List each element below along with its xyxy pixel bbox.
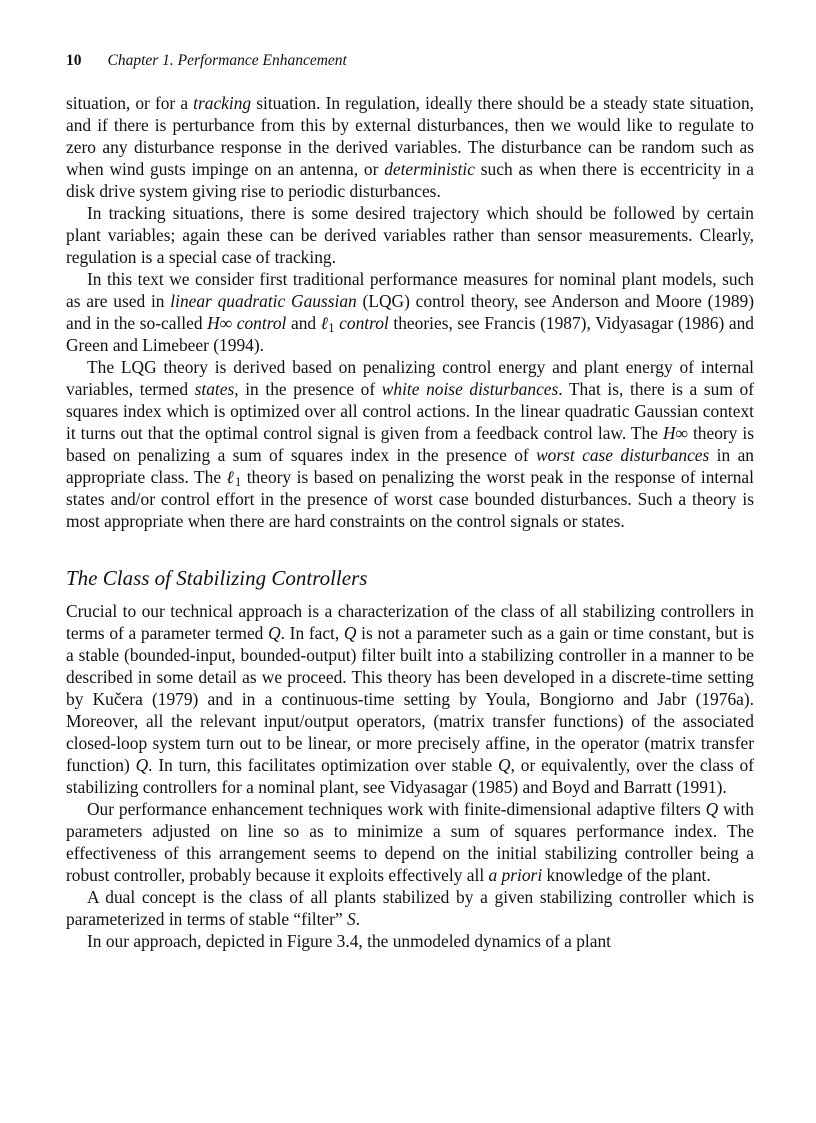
math-h-infinity: H∞	[207, 313, 233, 333]
text-run: such as when there is eccentricity in a disk drive system giving rise to periodic disturbances.	[66, 159, 754, 201]
text-run: situation, or for a	[66, 93, 194, 113]
math-l1	[320, 313, 335, 336]
text-run: in an appropriate class. The	[66, 445, 755, 487]
text-run: . That is, there is a sum of squares index which is optimized over all control actions. In the linear quadratic Gaussian context it turns out that the optimal control signal is given from a feedback control law. The	[66, 379, 754, 443]
math-ell: ℓ	[226, 467, 235, 487]
emphasis-tracking: tracking	[193, 93, 252, 113]
text-run: . In turn, this facilitates optimization over stable	[148, 755, 499, 775]
text-run: theories, see Francis (1987), Vidyasagar (1986) and Green and Limebeer (1994).	[66, 313, 754, 355]
text-run: In this text we consider first traditional performance measures for nominal plant models, such as are used in	[66, 269, 754, 311]
page-number: 10	[66, 52, 82, 69]
math-h-infinity: H∞	[662, 423, 688, 443]
text-run: , or equivalently, over the class of stabilizing controllers for a nominal plant, see Vidyasagar (1985) and Boyd and Barratt (1991).	[66, 755, 754, 797]
math-s: S	[347, 909, 356, 929]
text-run: . In fact,	[280, 623, 344, 643]
emphasis-a-priori: a priori	[488, 865, 543, 885]
emphasis-worst-case: worst case disturbances	[536, 445, 710, 465]
section-heading: The Class of Stabilizing Controllers	[66, 566, 368, 590]
math-q: Q	[268, 623, 281, 643]
text-run: The LQG theory is derived based on penalizing control energy and plant energy of internal variables, termed	[66, 357, 754, 399]
math-q: Q	[135, 755, 149, 775]
running-header	[66, 50, 754, 72]
paragraph-regulation	[66, 92, 754, 202]
emphasis-states: states	[194, 379, 235, 399]
paragraph-dual-concept	[66, 886, 754, 930]
text-run: theory is based on penalizing the worst peak in the response of internal states and/or control effort in the presence of worst case bounded disturbances. Such a theory is most appropriate when there are hard constraints on the control signals or states.	[66, 467, 754, 531]
paragraph-stabilizing-class	[66, 600, 754, 798]
emphasis-white-noise: white noise disturbances	[381, 379, 559, 399]
text-run: Our performance enhancement techniques work with finite-dimensional adaptive filters	[87, 799, 706, 819]
math-q: Q	[343, 623, 357, 643]
emphasis-control: control	[232, 313, 287, 333]
emphasis-control: control	[334, 313, 389, 333]
text-run: is not a parameter such as a gain or time constant, but is a stable (bounded-input, bounded-output) filter built into a stabilizing controller in a manner to be described in some detail as we proceed. This theory has been developed in a discrete-time setting by Kučera (1979) and in a continuous-time setting by Youla, Bongiorno and Jabr (1976a). Moreover, all the relevant input/output operators, (matrix transfer functions) of the associated closed-loop system turn out to be linear, or more precisely affine, in the operator (matrix transfer function)	[66, 623, 754, 775]
text-run: (LQG) control theory, see Anderson and Moore (1989) and in the so-called	[66, 291, 754, 333]
math-q: Q	[705, 799, 719, 819]
math-q: Q	[498, 755, 511, 775]
paragraph-adaptive-filters	[66, 798, 754, 886]
text-run: situation. In regulation, ideally there should be a steady state situation, and if there is perturbance from this by external disturbances, then we would like to regulate to zero any disturbance response in the derived variables. The disturbance can be random such as when wind gusts impinge on an antenna, or	[66, 93, 755, 179]
text-run: A dual concept is the class of all plants stabilized by a given stabilizing controller which is parameterized in terms of stable “filter”	[66, 887, 754, 929]
chapter-title: Chapter 1. Performance Enhancement	[107, 52, 347, 69]
book-page	[66, 50, 754, 952]
text-run: Crucial to our technical approach is a characterization of the class of all stabilizing controllers in terms of a parameter termed	[66, 601, 754, 643]
math-subscript: 1	[234, 475, 242, 490]
text-run: knowledge of the plant.	[542, 865, 711, 885]
text-run: theory is based on penalizing a sum of squares index in the presence of	[66, 423, 754, 465]
math-subscript: 1	[328, 321, 335, 336]
emphasis-lqg: linear quadratic Gaussian	[170, 291, 357, 311]
text-run: .	[355, 909, 361, 929]
paragraph-tracking: In tracking situations, there is some desired trajectory which should be followed by certain plant variables; again these can be derived variables rather than sensor measurements. Clearly, regulation is a special case of tracking.	[66, 203, 754, 267]
math-l1	[226, 467, 242, 490]
text-run: with parameters adjusted on line so as to minimize a sum of squares performance index. The effectiveness of this arrangement seems to depend on the initial stabilizing controller being a robust controller, probably because it exploits effectively all	[66, 799, 754, 885]
emphasis-deterministic: deterministic	[384, 159, 475, 179]
paragraph-performance-measures	[66, 268, 754, 356]
math-ell: ℓ	[320, 313, 329, 333]
text-run: and	[286, 313, 321, 333]
paragraph-approach: In our approach, depicted in Figure 3.4, the unmodeled dynamics of a plant	[87, 931, 611, 951]
paragraph-lqg-theory	[66, 356, 754, 532]
text-run: , in the presence of	[234, 379, 382, 399]
